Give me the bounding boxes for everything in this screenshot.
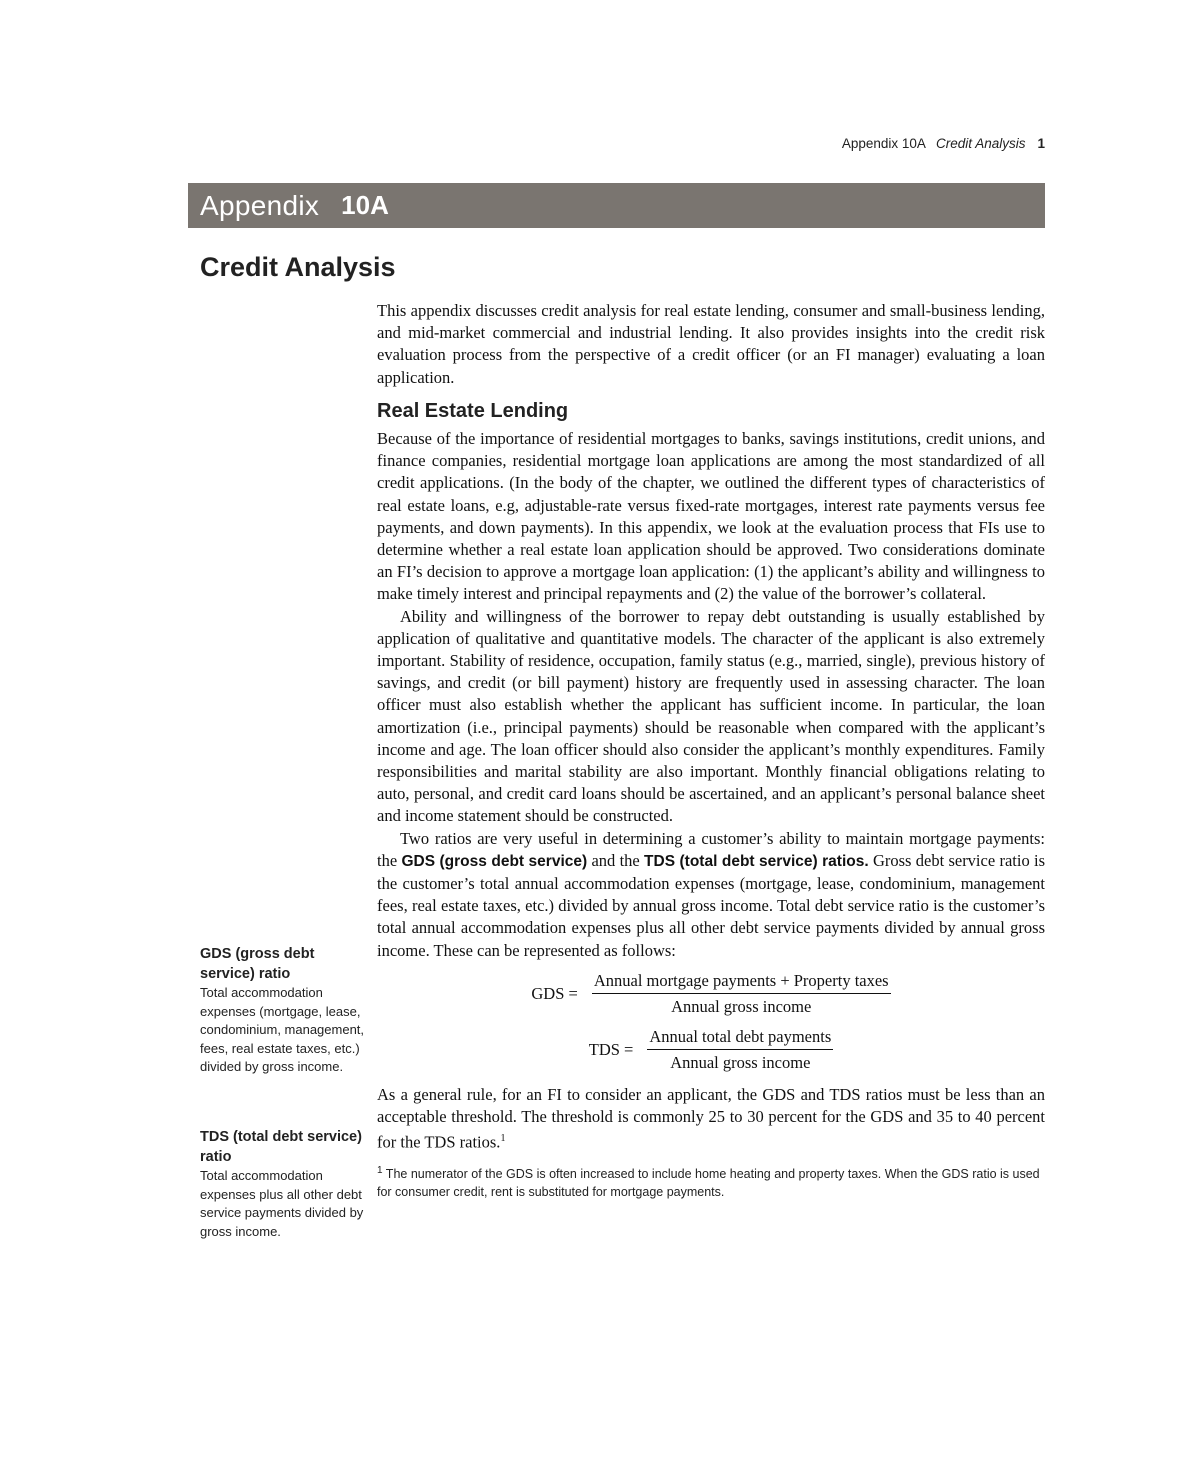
paragraph-3-mid: and the	[587, 850, 645, 870]
gds-formula-lhs: GDS =	[531, 983, 578, 1003]
running-head-section: Credit Analysis	[935, 136, 1026, 151]
margin-note-term: TDS (total debt service) ratio	[200, 1129, 362, 1165]
gds-numerator: Annual mortgage payments + Property taxes	[592, 970, 891, 994]
paragraph-3-end: Gross debt service ratio is the customer’s total annual accommodation expenses (mortgage, lease, condominium, management fees, real estate taxes, etc.) divided by annual gross income. Total debt service ratio is the customer’s total annual accommodation expenses plus all other debt service payments divided by annual gross income. These can be represented as follows:	[377, 850, 1045, 960]
paragraph-2: Ability and willingness of the borrower to repay debt outstanding is usually established by application of qualitative and quantitative models. The character of the applicant is also extremely important. Stability of residence, occupation, family status (e.g., married, single), previous history of savings, and credit (or bill payment) history are frequently used in assessing character. The loan officer must also establish whether the applicant has sufficient income. In particular, the loan amortization (i.e., principal payments) should be reasonable when compared with the applicant’s income and age. The loan officer should also consider the applicant’s monthly expenditures. Family responsibilities and marital stability are also important. Monthly financial obligations relating to auto, personal, and credit card loans should be ascertained, and an applicant’s personal balance sheet and income statement should be constructed.	[377, 606, 1045, 826]
appendix-banner	[188, 183, 1045, 228]
intro-paragraph: This appendix discusses credit analysis for real estate lending, consumer and small-business lending, and mid-market commercial and industrial lending. It also provides insights into the credit risk evaluation process from the perspective of a credit officer (or an FI manager) evaluating a loan application.	[377, 301, 1045, 387]
paragraph-1: Because of the importance of residential mortgages to banks, savings institutions, credit unions, and finance companies, residential mortgage loan applications are among the most standardized of all credit applications. (In the body of the chapter, we outlined the different types of characteristics of real estate loans, e.g, adjustable-rate versus fixed-rate mortgages, interest rate payments versus fee payments, and down payments). In this appendix, we look at the evaluation process that FIs use to determine whether a real estate loan application should be approved. Two considerations dominate an FI’s decision to approve a mortgage loan application: (1) the applicant’s ability and willingness to make timely interest and principal repayments and (2) the value of the borrower’s collateral.	[377, 429, 1045, 604]
margin-note-term: GDS (gross debt service) ratio	[200, 946, 315, 982]
page-number: 1	[1037, 136, 1045, 151]
formulas	[377, 970, 1045, 1074]
tds-term: TDS (total debt service) ratios.	[644, 852, 869, 870]
banner-number: 10A	[341, 190, 389, 220]
footnote-text: The numerator of the GDS is often increased to include home heating and property taxes. When the GDS ratio is used for consumer credit, rent is substituted for mortgage payments.	[377, 1167, 1040, 1200]
gds-fraction	[592, 970, 891, 1018]
section-heading: Real Estate Lending	[377, 399, 569, 422]
tds-denominator: Annual gross income	[670, 1052, 811, 1072]
margin-note-gds	[200, 944, 365, 1077]
running-head-label: Appendix 10A	[841, 136, 926, 151]
footnote-reference: 1	[500, 1133, 506, 1145]
tds-fraction	[647, 1026, 833, 1074]
margin-note-tds	[200, 1127, 365, 1241]
tds-formula-lhs: TDS =	[588, 1039, 634, 1059]
paragraph-4-text: As a general rule, for an FI to consider an applicant, the GDS and TDS ratios must be less than an acceptable threshold. The threshold is commonly 25 to 30 percent for the GDS and 35 to 40 percent for the TDS ratios.	[377, 1084, 1045, 1152]
footnote	[377, 1162, 1045, 1201]
banner-word: Appendix	[200, 189, 320, 221]
gds-denominator: Annual gross income	[671, 996, 812, 1016]
paragraph-3	[377, 828, 1045, 962]
chapter-title: Credit Analysis	[200, 252, 396, 282]
running-head	[700, 136, 1045, 151]
margin-note-definition: Total accommodation expenses (mortgage, lease, condominium, management, fees, real estate taxes, etc.) divided by gross income.	[200, 985, 365, 1074]
main-column	[377, 300, 1045, 1201]
tds-numerator: Annual total debt payments	[647, 1026, 833, 1050]
margin-note-definition: Total accommodation expenses plus all other debt service payments divided by gross income.	[200, 1168, 364, 1239]
paragraph-4	[377, 1084, 1045, 1154]
paragraph-3-start: Two ratios are very useful in determining a customer’s ability to maintain mortgage payments: the	[377, 828, 1045, 870]
tds-formula	[377, 1026, 1045, 1074]
footnote-mark: 1	[377, 1165, 383, 1176]
gds-formula	[377, 970, 1045, 1018]
gds-term: GDS (gross debt service)	[401, 852, 588, 870]
